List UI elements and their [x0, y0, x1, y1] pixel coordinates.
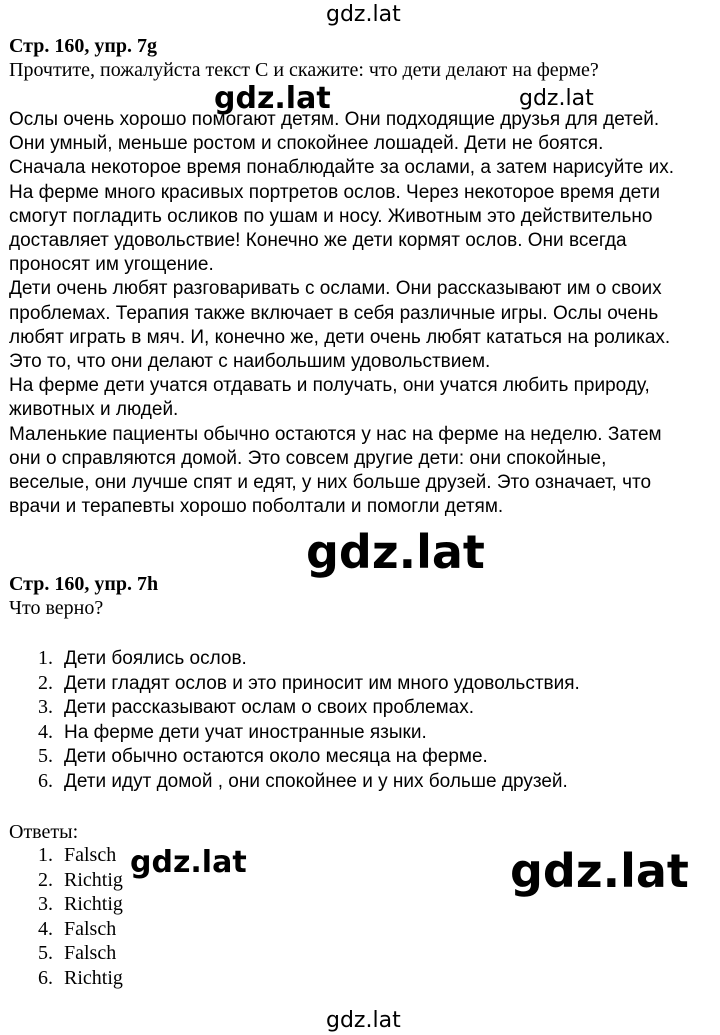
body-line: доставляет удовольствие! Конечно же дети кормят ослов. Они всегда	[9, 230, 627, 251]
list-item	[38, 769, 568, 794]
answer-text: Richtig	[64, 967, 123, 989]
answer-text: Richtig	[64, 868, 123, 891]
list-item	[38, 720, 427, 745]
answer-text: Richtig	[64, 893, 123, 916]
answer-number: 3.	[38, 893, 53, 916]
body-line: На ферме много красивых портретов ослов. Через некоторое время дети	[9, 181, 660, 203]
answer-item	[38, 917, 116, 941]
watermark-top: gdz.lat	[326, 2, 401, 27]
body-line: Маленькие пациенты обычно остаются у нас на ферме на неделю. Затем	[9, 423, 662, 445]
list-item-number: 2.	[38, 671, 53, 694]
list-item-text: Дети гладят ослов и это приносит им много удовольствия.	[64, 672, 580, 694]
body-line: Ослы очень хорошо помогают детям. Они подходящие друзья для детей.	[9, 109, 660, 130]
body-line: проносят им угощение.	[9, 254, 214, 276]
body-line: смогут погладить осликов по ушам и носу. Животным это действительно	[9, 205, 653, 227]
answer-text: Falsch	[64, 844, 117, 866]
body-line: врачи и терапевты хорошо поболтали и помогли детям.	[9, 496, 504, 518]
watermark-answers-left: gdz.lat	[130, 845, 247, 880]
list-item	[38, 646, 247, 671]
list-item-text: На ферме дети учат иностранные языки.	[64, 721, 427, 743]
section-7g-task: Прочтите, пожалуйста текст С и скажите: что дети делают на ферме?	[9, 59, 599, 81]
list-item-number: 6.	[38, 769, 53, 792]
body-line: проблемах. Терапия также включает в себя различные игры. Ослы очень	[9, 302, 659, 324]
list-item-number: 1.	[38, 647, 53, 669]
body-line: животных и людей.	[9, 399, 179, 421]
section-7h-question: Что верно?	[9, 597, 104, 619]
list-item-number: 4.	[38, 720, 53, 743]
watermark-upper-right: gdz.lat	[519, 86, 594, 111]
list-item-text: Дети боялись ослов.	[64, 648, 247, 669]
answer-number: 1.	[38, 844, 53, 866]
body-line: Сначала некоторое время понаблюдайте за ослами, а затем нарисуйте их.	[9, 157, 675, 179]
body-line: На ферме дети учатся отдавать и получать, они учатся любить природу,	[9, 375, 650, 397]
answer-number: 6.	[38, 967, 53, 989]
answer-item	[38, 843, 116, 867]
watermark-upper-left: gdz.lat	[214, 81, 331, 116]
list-item	[38, 744, 488, 769]
answer-number: 5.	[38, 942, 53, 965]
answer-item	[38, 892, 123, 916]
list-item-number: 3.	[38, 696, 53, 718]
body-line: Они умный, меньше ростом и спокойнее лошадей. Дети не боятся.	[9, 133, 604, 155]
section-7g-heading: Стр. 160, упр. 7g	[9, 35, 158, 57]
body-line: они о справляются домой. Это совсем другие дети: они спокойные,	[9, 447, 607, 469]
section-7h-heading: Стр. 160, упр. 7h	[9, 573, 159, 595]
answer-text: Falsch	[64, 942, 117, 965]
list-item-number: 5.	[38, 745, 53, 767]
answer-number: 2.	[38, 868, 53, 891]
list-item	[38, 695, 474, 720]
body-line: любят играть в мяч. И, конечно же, дети очень любят кататься на роликах.	[9, 326, 671, 348]
watermark-bottom: gdz.lat	[326, 1008, 401, 1033]
answer-item	[38, 868, 123, 892]
body-line: Дети очень любят разговаривать с ослами. Они рассказывают им о своих	[9, 278, 662, 300]
answer-item	[38, 966, 123, 990]
list-item-text: Дети обычно остаются около месяца на ферме.	[64, 746, 488, 767]
answer-number: 4.	[38, 917, 53, 940]
body-line: веселые, они лучше спят и едят, у них больше друзей. Это означает, что	[9, 472, 652, 493]
list-item	[38, 671, 580, 696]
answers-label: Ответы:	[9, 821, 79, 843]
watermark-answers-right: gdz.lat	[510, 844, 689, 898]
body-line: Это то, что они делают с наибольшим удовольствием.	[9, 351, 491, 372]
list-item-text: Дети идут домой , они спокойнее и у них больше друзей.	[64, 770, 568, 792]
list-item-text: Дети рассказывают ослам о своих проблемах.	[64, 697, 475, 718]
answer-item	[38, 941, 116, 965]
answer-text: Falsch	[64, 917, 117, 940]
watermark-center: gdz.lat	[306, 525, 485, 579]
